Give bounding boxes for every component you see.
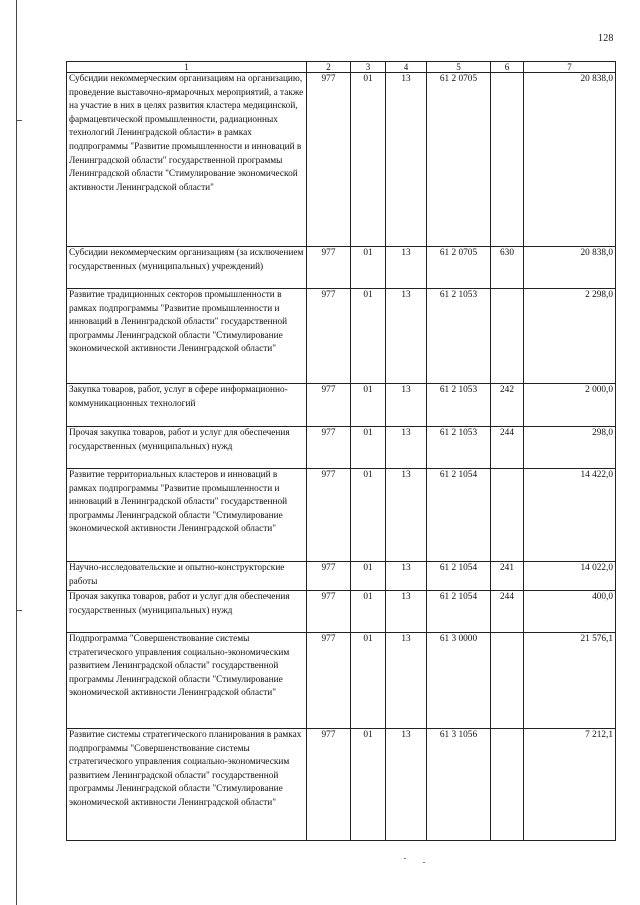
row-ministry-code: 977: [307, 729, 351, 841]
row-expense-type: 244: [491, 591, 524, 633]
row-section-code: 01: [351, 729, 386, 841]
row-expense-type: [491, 289, 524, 384]
table-row: [67, 469, 616, 562]
row-subsection-code: 13: [386, 633, 427, 729]
row-ministry-code: 977: [307, 469, 351, 562]
row-ministry-code: 977: [307, 562, 351, 591]
row-section-code: 01: [351, 633, 386, 729]
row-section-code: 01: [351, 384, 386, 427]
row-section-code: 01: [351, 469, 386, 562]
row-subsection-code: 13: [386, 289, 427, 384]
row-name: Развитие территориальных кластеров и инноваций в рамках подпрограммы "Развитие промышленности и инноваций в Ленинградской области" государственной программы Ленинградской области "Стимулирование экономической активности Ленинградской области": [67, 469, 307, 562]
row-section-code: 01: [351, 591, 386, 633]
row-name: Развитие традиционных секторов промышленности в рамках подпрограммы "Развитие промышленности и инноваций в Ленинградской области" государственной программы Ленинградской области "Стимулирование экономической активности Ленинградской области": [67, 289, 307, 384]
row-ministry-code: 977: [307, 427, 351, 469]
row-target-code: 61 2 0705: [427, 73, 491, 247]
row-name: Развитие системы стратегического планирования в рамках подпрограммы "Совершенствование системы стратегического управления социально-экономическим развитием Ленинградской области" государственной программы Ленинградской области "Стимулирование экономической активности Ленинградской области": [67, 729, 307, 841]
row-section-code: 01: [351, 247, 386, 289]
scan-speck: [423, 862, 425, 863]
scan-margin-line: [16, 0, 17, 905]
row-section-code: 01: [351, 562, 386, 591]
row-subsection-code: 13: [386, 591, 427, 633]
row-section-code: 01: [351, 427, 386, 469]
row-amount: 20 838,0: [524, 247, 616, 289]
row-amount: 298,0: [524, 427, 616, 469]
table-row: [67, 591, 616, 633]
row-target-code: 61 2 0705: [427, 247, 491, 289]
column-header: 3: [351, 62, 386, 73]
row-expense-type: 630: [491, 247, 524, 289]
row-amount: 400,0: [524, 591, 616, 633]
scan-margin-tick: [17, 610, 22, 611]
row-amount: 2 000,0: [524, 384, 616, 427]
row-name: Субсидии некоммерческим организациям (за исключением государственных (муниципальных) учреждений): [67, 247, 307, 289]
row-expense-type: 242: [491, 384, 524, 427]
row-expense-type: 241: [491, 562, 524, 591]
row-ministry-code: 977: [307, 73, 351, 247]
column-header: 2: [307, 62, 351, 73]
column-header: 4: [386, 62, 427, 73]
column-header: 7: [524, 62, 616, 73]
row-target-code: 61 3 0000: [427, 633, 491, 729]
row-subsection-code: 13: [386, 427, 427, 469]
row-section-code: 01: [351, 289, 386, 384]
row-expense-type: 244: [491, 427, 524, 469]
table-row: [67, 384, 616, 427]
row-ministry-code: 977: [307, 289, 351, 384]
table-row: [67, 729, 616, 841]
table-row: [67, 73, 616, 247]
row-target-code: 61 2 1053: [427, 289, 491, 384]
row-ministry-code: 977: [307, 633, 351, 729]
row-amount: 2 298,0: [524, 289, 616, 384]
row-subsection-code: 13: [386, 247, 427, 289]
row-amount: 20 838,0: [524, 73, 616, 247]
row-section-code: 01: [351, 73, 386, 247]
row-expense-type: [491, 469, 524, 562]
row-target-code: 61 2 1054: [427, 469, 491, 562]
row-name: Научно-исследовательские и опытно-конструкторские работы: [67, 562, 307, 591]
row-name: Подпрограмма "Совершенствование системы стратегического управления социально-экономическим развитием Ленинградской области" государственной программы Ленинградской области "Стимулирование экономической активности Ленинградской области": [67, 633, 307, 729]
table-row: [67, 562, 616, 591]
row-subsection-code: 13: [386, 469, 427, 562]
row-ministry-code: 977: [307, 591, 351, 633]
row-subsection-code: 13: [386, 562, 427, 591]
column-header: 1: [67, 62, 307, 73]
row-amount: 14 022,0: [524, 562, 616, 591]
row-name: Субсидии некоммерческим организациям на организацию, проведение выставочно-ярмарочных мероприятий, а также на участие в них в целях развития кластера медицинской, фармацевтической промышленности, радиационных технологий Ленинградской области» в рамках подпрограммы "Развитие промышленности и инноваций в Ленинградской области" государственной программы Ленинградской области "Стимулирование экономической активности Ленинградской области": [67, 73, 307, 247]
budget-table: [66, 61, 616, 841]
row-name: Закупка товаров, работ, услуг в сфере информационно-коммуникационных технологий: [67, 384, 307, 427]
scan-margin-tick: [17, 120, 22, 121]
row-ministry-code: 977: [307, 247, 351, 289]
row-target-code: 61 2 1053: [427, 427, 491, 469]
table-row: [67, 427, 616, 469]
row-expense-type: [491, 73, 524, 247]
row-ministry-code: 977: [307, 384, 351, 427]
row-target-code: 61 3 1056: [427, 729, 491, 841]
column-header: 6: [491, 62, 524, 73]
row-amount: 14 422,0: [524, 469, 616, 562]
row-expense-type: [491, 633, 524, 729]
column-header: 5: [427, 62, 491, 73]
row-subsection-code: 13: [386, 384, 427, 427]
table-row: [67, 633, 616, 729]
table-row: [67, 289, 616, 384]
row-amount: 7 212,1: [524, 729, 616, 841]
row-subsection-code: 13: [386, 73, 427, 247]
row-expense-type: [491, 729, 524, 841]
table-header-row: [67, 62, 616, 73]
row-name: Прочая закупка товаров, работ и услуг для обеспечения государственных (муниципальных) нужд: [67, 427, 307, 469]
row-name: Прочая закупка товаров, работ и услуг для обеспечения государственных (муниципальных) нужд: [67, 591, 307, 633]
row-amount: 21 576,1: [524, 633, 616, 729]
row-target-code: 61 2 1054: [427, 591, 491, 633]
page-number: 128: [598, 33, 614, 44]
scan-speck: [404, 858, 406, 859]
table-row: [67, 247, 616, 289]
row-subsection-code: 13: [386, 729, 427, 841]
row-target-code: 61 2 1053: [427, 384, 491, 427]
row-target-code: 61 2 1054: [427, 562, 491, 591]
